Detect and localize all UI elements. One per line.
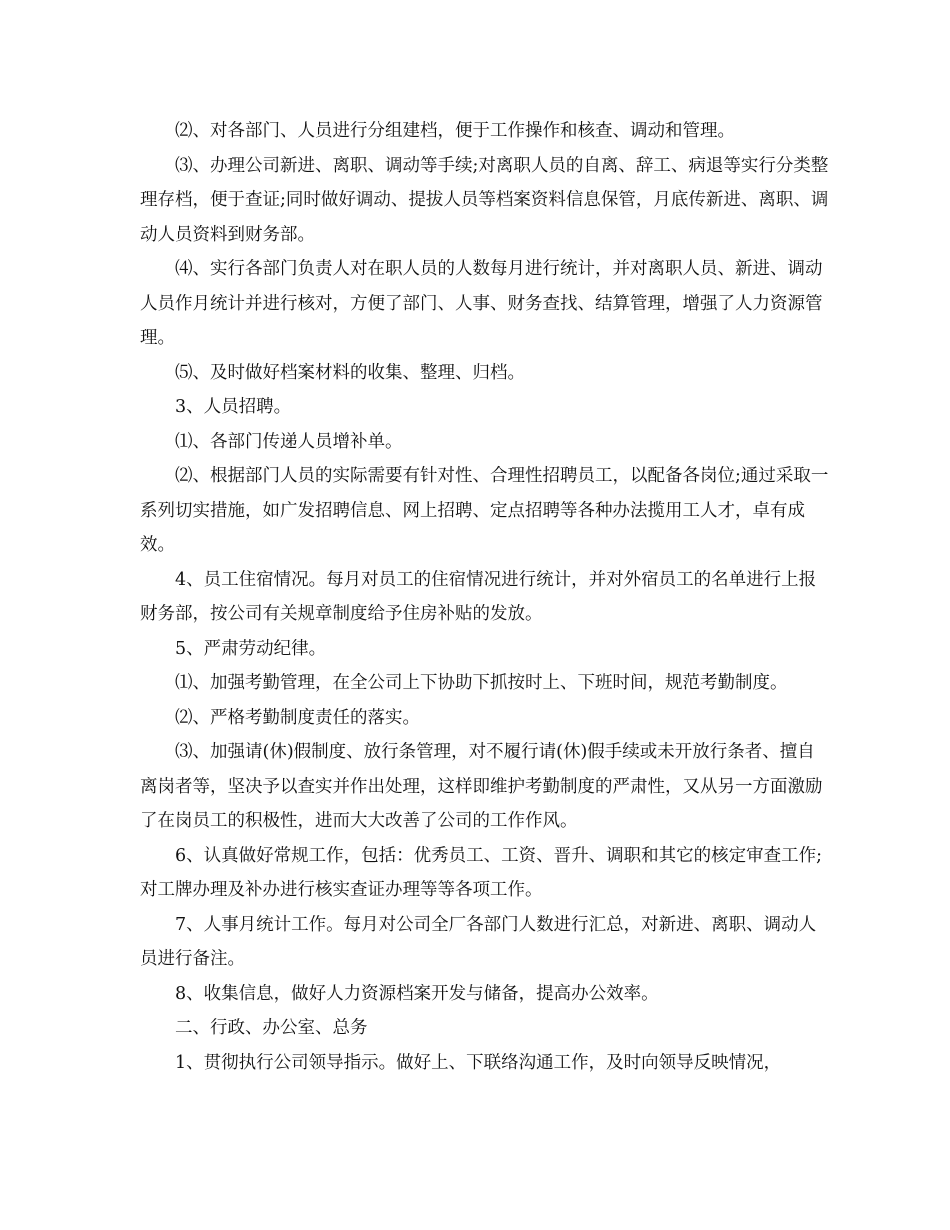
paragraph: ⑶、加强请(休)假制度、放行条管理，对不履行请(休)假手续或未开放行条者、擅自离岗者等，坚决予以查实并作出处理，这样即维护考勤制度的严肃性，又从另一方面激励了在岗员工的积极性，进而大大改善了公司的工作作风。	[140, 742, 823, 831]
chapter-heading: 二、行政、办公室、总务	[175, 1018, 368, 1038]
paragraph: ⑴、加强考勤管理，在全公司上下协助下抓按时上、下班时间，规范考勤制度。	[175, 673, 788, 693]
section-heading: 7、人事月统计工作。每月对公司全厂各部门人数进行汇总，对新进、离职、调动人员进行备注。	[140, 914, 817, 969]
section-heading: 5、严肃劳动纪律。	[175, 638, 327, 659]
paragraph: ⑸、及时做好档案材料的收集、整理、归档。	[175, 362, 525, 383]
section-heading: 1、贯彻执行公司领导指示。做好上、下联络沟通工作，及时向领导反映情况，	[175, 1052, 782, 1073]
document-body	[140, 114, 830, 1080]
paragraph: ⑵、对各部门、人员进行分组建档，便于工作操作和核查、调动和管理。	[175, 121, 735, 141]
section-heading: 6、认真做好常规工作，包括：优秀员工、工资、晋升、调职和其它的核定审查工作;对工牌办理及补办进行核实查证办理等等各项工作。	[140, 845, 823, 900]
section-heading: 8、收集信息，做好人力资源档案开发与储备，提高办公效率。	[175, 983, 659, 1004]
paragraph: ⑴、各部门传递人员增补单。	[175, 431, 403, 452]
paragraph: ⑵、根据部门人员的实际需要有针对性、合理性招聘员工，以配备各岗位;通过采取一系列切实措施，如广发招聘信息、网上招聘、定点招聘等各种办法揽用工人才，卓有成效。	[140, 466, 829, 555]
section-heading: 4、员工住宿情况。每月对员工的住宿情况进行统计，并对外宿员工的名单进行上报财务部，按公司有关规章制度给予住房补贴的发放。	[140, 569, 817, 624]
paragraph: ⑶、办理公司新进、离职、调动等手续;对离职人员的自离、辞工、病退等实行分类整理存档，便于查证;同时做好调动、提拔人员等档案资料信息保管，月底传新进、离职、调动人员资料到财务部。	[140, 155, 829, 245]
section-heading: 3、人员招聘。	[175, 397, 292, 417]
paragraph: ⑵、严格考勤制度责任的落实。	[175, 707, 420, 728]
paragraph: ⑷、实行各部门负责人对在职人员的人数每月进行统计，并对离职人员、新进、调动人员作月统计并进行核对，方便了部门、人事、财务查找、结算管理，增强了人力资源管理。	[140, 259, 823, 348]
